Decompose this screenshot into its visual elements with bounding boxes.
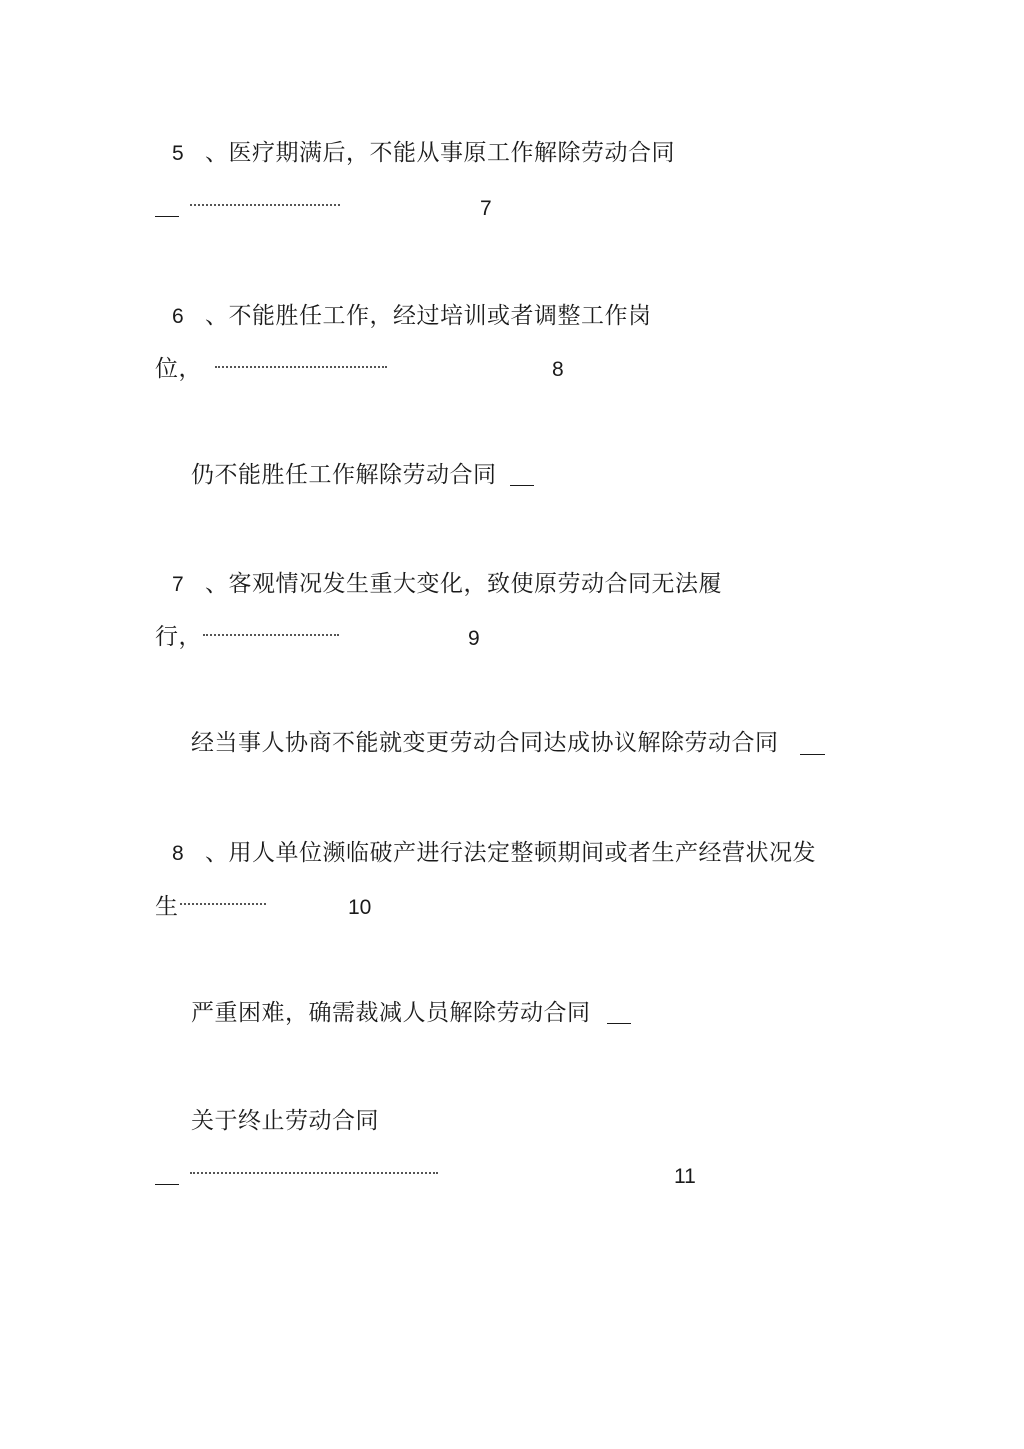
toc-item-7[interactable] [172, 569, 722, 600]
toc-item-7-page[interactable]: 9 [468, 627, 480, 650]
toc-item-8-title: 、用人单位濒临破产进行法定整顿期间或者生产经营状况发 [205, 840, 816, 866]
toc-section-leader [190, 1172, 438, 1174]
toc-section-title[interactable]: 关于终止劳动合同 [191, 1108, 379, 1134]
toc-item-6[interactable] [172, 301, 652, 332]
toc-item-8-title-cont: 生 [155, 894, 179, 920]
toc-item-7-blank [800, 754, 825, 755]
toc-item-7-title-line3: 经当事人协商不能就变更劳动合同达成协议解除劳动合同 [191, 730, 779, 756]
toc-item-6-page[interactable]: 8 [552, 358, 564, 381]
toc-item-5-page[interactable]: 7 [480, 197, 492, 220]
toc-section-blank [155, 1184, 179, 1185]
toc-item-7-title-cont: 行， [155, 624, 202, 650]
toc-item-5-leader [190, 204, 340, 206]
toc-item-6-title-cont: 位， [155, 356, 202, 382]
toc-item-8-blank [607, 1023, 631, 1024]
toc-item-7-leader [203, 634, 339, 636]
toc-section-page[interactable]: 11 [674, 1165, 696, 1188]
toc-item-7-title: 、客观情况发生重大变化，致使原劳动合同无法履 [205, 571, 722, 597]
toc-item-8[interactable] [172, 838, 816, 869]
toc-item-7-number: 7 [172, 573, 184, 596]
toc-item-5-title: 、医疗期满后，不能从事原工作解除劳动合同 [205, 140, 675, 166]
toc-item-6-blank [510, 485, 534, 486]
toc-item-8-page[interactable]: 10 [348, 896, 372, 919]
toc-item-8-title-line3: 严重困难，确需裁减人员解除劳动合同 [191, 1000, 591, 1026]
toc-item-8-number: 8 [172, 842, 184, 865]
toc-item-8-leader [180, 903, 266, 905]
toc-item-6-leader [215, 366, 387, 368]
toc-item-6-title: 、不能胜任工作，经过培训或者调整工作岗 [205, 303, 652, 329]
toc-item-5-blank [155, 216, 179, 217]
toc-item-6-title-line3: 仍不能胜任工作解除劳动合同 [191, 462, 497, 488]
toc-item-6-number: 6 [172, 305, 184, 328]
toc-item-5[interactable] [172, 138, 675, 169]
toc-item-5-number: 5 [172, 142, 184, 165]
